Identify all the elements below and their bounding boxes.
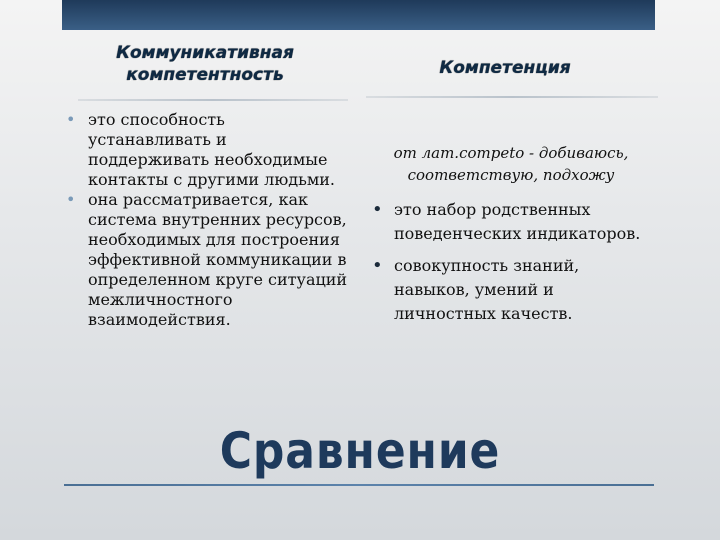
right-item-text: это набор родственных поведенческих индикаторов.: [394, 200, 641, 243]
left-item-text: она рассматривается, как система внутренних ресурсов, необходимых для построения эффективной коммуникации в определенном круге ситуаций межличностного взаимодействия.: [88, 190, 348, 329]
right-list-item-1: [366, 198, 656, 246]
bullet-icon: •: [372, 199, 383, 220]
left-column-title: [100, 42, 310, 86]
bullet-icon: •: [372, 255, 383, 276]
right-item-text: совокупность знаний, навыков, умений и личностных качеств.: [394, 256, 580, 323]
left-list-item-1: [64, 110, 349, 190]
left-title-line2: компетентность: [126, 65, 284, 85]
etymology-note: от лат.competo - добиваюсь, соответствую, подхожу: [393, 144, 629, 184]
right-column-title: Компетенция: [439, 58, 571, 78]
left-item-text: это способность устанавливать и поддерживать необходимые контакты с другими людьми.: [88, 110, 336, 189]
bottom-divider: [64, 484, 654, 486]
left-title-divider: [78, 99, 348, 101]
top-accent-band: [62, 0, 655, 30]
bullet-icon: •: [66, 110, 76, 129]
bullet-icon: •: [66, 190, 76, 209]
right-title-divider: [366, 96, 658, 98]
left-bullet-list: [64, 110, 349, 330]
slide-title: Сравнение: [219, 422, 501, 480]
right-list-item-2: [366, 254, 656, 326]
left-title-line1: Коммуникативная: [116, 43, 294, 63]
right-column-body: [366, 142, 656, 334]
right-bullet-list: [366, 198, 656, 326]
left-list-item-2: [64, 190, 349, 330]
